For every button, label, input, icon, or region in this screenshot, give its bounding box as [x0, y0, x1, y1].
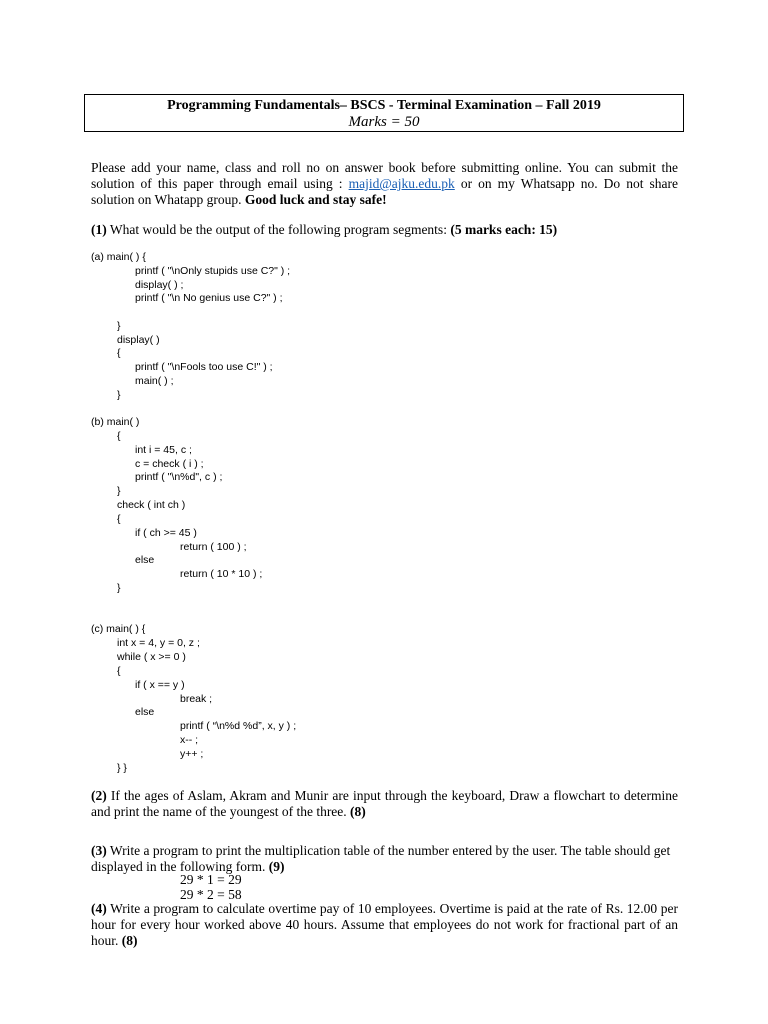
code-line: return ( 10 * 10 ) ; [180, 568, 263, 580]
exam-title: Programming Fundamentals– BSCS - Terminal Examination – Fall 2019 [167, 98, 601, 113]
code-line: int x = 4, y = 0, z ; [117, 637, 200, 649]
code-line: printf ( "\n No genius use C?" ) ; [135, 292, 283, 304]
question-4: (4) Write a program to calculate overtime pay of 10 employees. Overtime is paid at the rate of Rs. 12.00 per hour for every hour worked above 40 hours. Assume that employees do not work for fractional part of an hour. (8) [91, 901, 678, 948]
code-line: } } [117, 762, 127, 774]
question-1: (1) What would be the output of the following program segments: (5 marks each: 15) [91, 222, 558, 237]
table-example-line: 29 * 2 = 58 [180, 887, 242, 902]
part-a-label: (a) main( ) { [91, 251, 146, 263]
good-luck-text: Good luck and stay safe! [244, 192, 387, 207]
table-example-line: 29 * 1 = 29 [180, 872, 242, 887]
code-line: printf ( “\n%d %d”, x, y ) ; [180, 720, 297, 732]
code-line: printf ( "\nOnly stupids use C?" ) ; [135, 265, 291, 277]
code-line: { [117, 665, 121, 677]
code-line: display( ) ; [135, 279, 184, 291]
code-line: { [117, 347, 121, 359]
instructions-paragraph: Please add your name, class and roll no on answer book before submitting online. You can submit the solution of this paper through email using : majid@ajku.edu.pk or on my Whatsapp no. Do not share solution on Whatapp group. Good luck and stay safe! [91, 160, 678, 207]
code-line: break ; [180, 693, 213, 705]
question-3: (3) Write a program to print the multiplication table of the number entered by the user. The table should get displayed in the following form. (9) [91, 843, 671, 874]
code-line: return ( 100 ) ; [180, 541, 247, 553]
part-b-label: (b) main( ) [91, 416, 140, 428]
code-line: } [117, 485, 121, 497]
code-line: if ( x == y ) [135, 679, 185, 691]
code-line: else [135, 706, 155, 718]
code-line: c = check ( i ) ; [135, 458, 204, 470]
code-line: main( ) ; [135, 375, 174, 387]
code-line: printf ( "\nFools too use C!" ) ; [135, 361, 273, 373]
part-c-label: (c) main( ) { [91, 623, 146, 635]
exam-header [84, 94, 684, 132]
code-line: check ( int ch ) [117, 499, 186, 511]
question-2: (2) If the ages of Aslam, Akram and Munir are input through the keyboard, Draw a flowchart to determine and print the name of the youngest of the three. (8) [91, 788, 678, 819]
exam-marks: Marks = 50 [348, 114, 420, 130]
code-line: { [117, 430, 121, 442]
code-line: while ( x >= 0 ) [117, 651, 186, 663]
code-line: y++ ; [180, 748, 204, 760]
code-line: { [117, 513, 121, 525]
code-line: } [117, 582, 121, 594]
code-line: display( ) [117, 334, 160, 346]
code-line: else [135, 554, 155, 566]
code-line: int i = 45, c ; [135, 444, 192, 456]
code-line: printf ( "\n%d", c ) ; [135, 471, 223, 483]
code-line: } [117, 389, 121, 401]
code-line: if ( ch >= 45 ) [135, 527, 197, 539]
code-line: } [117, 320, 121, 332]
email-link[interactable]: majid@ajku.edu.pk [348, 176, 455, 191]
code-line: x-- ; [180, 734, 199, 746]
